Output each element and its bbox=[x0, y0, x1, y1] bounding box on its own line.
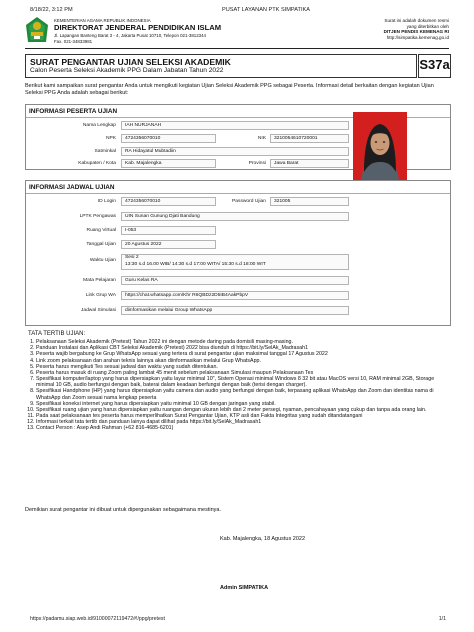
rule-item: 2. Panduan Instalasi dan Aplikasi CBT Seleksi Akademik (Pretest) 2022 bisa diunduh di https://bit.ly/SelAk_Madrasah1 bbox=[36, 345, 449, 351]
letterhead-divider bbox=[25, 48, 449, 49]
rule-item: 5. Peserta harus mengikuti Tes sesuai jadwal dan waktu yang sudah ditentukan. bbox=[36, 364, 449, 370]
wa-group-label: Link Grup WA bbox=[85, 293, 116, 298]
login-id-value: 4724356070010 bbox=[121, 197, 216, 206]
simulation-value: diinformasikan melalui Group WhatsApp bbox=[121, 306, 349, 315]
title-box bbox=[25, 54, 417, 78]
exam-time-label: Waktu Ujian bbox=[89, 258, 116, 263]
directorate-name: DIREKTORAT JENDERAL PENDIDIKAN ISLAM bbox=[54, 23, 222, 32]
rule-item: 3. Peserta wajib bergabung ke Grup WhatsApp sesuai yang tertera di surat pengantar ujian maksimal tanggal 17 Agustus 2022 bbox=[36, 351, 449, 357]
npk-value: 4724356070010 bbox=[121, 134, 216, 143]
footer-url: https://padamu.siap.web.id/9100007211947​2#!/ppg/pretest bbox=[30, 616, 165, 622]
right-line-2: yang diterbitkan oleh bbox=[406, 23, 449, 29]
rule-item: 12. Informasi terkait tata tertib dan panduan lainya dapat dilihat pada https://bit.ly/SelAk_Madrasah1 bbox=[36, 419, 449, 425]
rule-item: 10. Spesifikasi ruang ujian yang harus dipersiapkan yaitu ruangan dengan ukuran lebih dari 2 meter persegi, nyaman, pencahayaan yang cukup dan tanpa ada orang lain. bbox=[36, 407, 449, 413]
participant-section-title: INFORMASI PESERTA UJIAN bbox=[29, 108, 118, 115]
name-label: Nama Lengkap bbox=[82, 123, 116, 128]
rule-item: 8. Spesifikasi Handphone (HP) yang harus dipersiapkan yaitu camera dan audio yang berfungsi dengan baik, terpasang aplikasi WhatsApp dan Zoom dan identitas nama di WhatsApp dan Zoom sesuai nama lengkap peserta bbox=[36, 388, 449, 400]
ministry-name: KEMENTERIAN AGAMA REPUBLIK INDONESIA bbox=[54, 18, 151, 23]
exam-session: Sesi 2 bbox=[125, 255, 139, 260]
provinsi-value: Jawa Barat bbox=[270, 159, 349, 168]
place-date: Kab. Majalengka, 18 Agustus 2022 bbox=[220, 536, 306, 542]
participant-photo bbox=[353, 112, 407, 181]
schedule-section-title: INFORMASI JADWAL UJIAN bbox=[29, 184, 115, 191]
exam-hours: 13:30 s.d 16.00 WIB/ 14:30 s.d 17:00 WITA/ 15:30 s.d 18:00 WIT bbox=[125, 261, 266, 267]
exam-time-value bbox=[121, 254, 349, 270]
kemenag-logo-icon bbox=[25, 16, 49, 43]
rule-item: 13. Contact Person : Asep Andi Rahman (+62 816-4685-6201) bbox=[36, 425, 449, 431]
form-code-badge: S37a bbox=[418, 54, 451, 78]
lptk-label: LPTK Pengawas bbox=[79, 214, 116, 219]
satminkal-label: Satminkal bbox=[94, 149, 116, 154]
rule-item: 6. Peserta harus masuk di ruang Zoom paling lambat 45 menit sebelum pelaksanaan Simulasi maupun Pelaksanaan Tes bbox=[36, 370, 449, 376]
virtual-room-label: Ruang Virtual bbox=[86, 228, 116, 233]
signer-name: Admin SIMPATIKA bbox=[220, 585, 269, 591]
rules-list bbox=[25, 339, 449, 431]
login-id-label: ID Login bbox=[97, 199, 116, 204]
kabupaten-value: Kab. Majalengka bbox=[121, 159, 216, 168]
right-line-4: http://simpatika.kemenag.go.id bbox=[386, 34, 449, 40]
rule-item: 9. Spesifikasi koneksi internet yang harus dipersiapkan yaitu minimal 10 GB dengan jaringan yang stabil. bbox=[36, 401, 449, 407]
exam-date-label: Tanggal Ujian bbox=[86, 242, 116, 247]
rule-item: 4. Link zoom pelaksanaan dan arahan teknis lainnya akan diinformasikan melalui Grup WhatsApp. bbox=[36, 358, 449, 364]
letterhead-fax: Fax. 021-34833981 bbox=[54, 39, 93, 44]
nik-value: 3210054610720001 bbox=[270, 134, 349, 143]
right-line-3: DITJEN PENDIS KEMENAG RI bbox=[383, 29, 449, 35]
letter-title: SURAT PENGANTAR UJIAN SELEKSI AKADEMIK bbox=[30, 57, 231, 67]
footer-page-number: 1/1 bbox=[438, 616, 446, 622]
nik-label: NIK bbox=[257, 136, 266, 141]
name-value: IAH NURJANAH bbox=[121, 121, 349, 130]
subject-label: Mata Pelajaran bbox=[83, 278, 116, 283]
rules-title: TATA TERTIB UJIAN: bbox=[28, 331, 86, 337]
letter-subtitle: Calon Peserta Seleksi Akademik PPG Dalam Jabatan Tahun 2022 bbox=[30, 67, 224, 74]
exam-rules bbox=[25, 331, 449, 432]
right-line-1: Surat ini adalah dokumen resmi bbox=[384, 18, 449, 23]
lptk-value: UIN Sunan Gunung Djati Bandung bbox=[121, 212, 349, 221]
wa-group-link[interactable]: https://chat.whatsapp.com/Khr R6QBDz2D5IB4AakPbpV bbox=[121, 291, 349, 300]
intro-paragraph: Berikut kami sampaikan surat pengantar Anda untuk mengikuti kegiatan Ujian Seleksi Akademik PPG sebagai Peserta. Informasi detail berkaitan dengan kegiatan Ujian Seleksi PPG Anda adalah sebagai berikut: bbox=[25, 83, 434, 97]
provinsi-label: Provinsi bbox=[248, 161, 266, 166]
exam-date-value: 20 Agustus 2022 bbox=[121, 240, 216, 249]
virtual-room-value: I-053 bbox=[121, 226, 216, 235]
letterhead-right-block bbox=[384, 18, 449, 40]
rule-item: 7. Spesifikasi komputer/laptop yang harus dipersiapkan yaitu layar minimal 10", Sistem Operasi minimal Windows 8 32 bit atau MacOS versi 10, RAM minimal 2GB, Storage minimal 10 GB, audio berfungsi dengan baik, baterai dalam keadaan berfungsi dengan baik (terisi dengan charger). bbox=[36, 376, 449, 388]
rule-item: 1. Pelaksanaan Seleksi Akademik (Pretest) Tahun 2022 ini dengan metode daring pada domisili masing-masing. bbox=[36, 339, 449, 345]
kabupaten-label: Kabupaten / Kota bbox=[78, 161, 116, 166]
satminkal-value: RA Hidayatul Mubtadiin bbox=[121, 147, 349, 156]
letterhead-address: Jl. Lapangan Banteng Barat 3 - 4, Jakarta Pusat 10710, Telepon 021-3812344 bbox=[54, 33, 206, 38]
rule-item: 11. Pada saat pelaksanaan tes peserta harus memperlihatkan Surat Pengantar Ujian, KTP asli dan Fakta Integritas yang sudah ditandatangani bbox=[36, 413, 449, 419]
print-datetime: 8/18/22, 3:12 PM bbox=[30, 7, 73, 13]
password-value: 321005 bbox=[270, 197, 349, 206]
simulation-label: Jadwal Simulasi bbox=[80, 308, 116, 313]
print-page-title: PUSAT LAYANAN PTK SIMPATIKA bbox=[222, 7, 310, 13]
password-label: Password Ujian bbox=[232, 199, 266, 204]
schedule-section bbox=[25, 180, 451, 326]
npk-label: NPK bbox=[105, 136, 116, 141]
subject-value: Guru Kelas RA bbox=[121, 276, 349, 285]
section-divider bbox=[26, 193, 450, 194]
closing-statement: Demikian surat pengantar ini dibuat untuk dipergunakan sebagaimana mestinya. bbox=[25, 507, 221, 513]
